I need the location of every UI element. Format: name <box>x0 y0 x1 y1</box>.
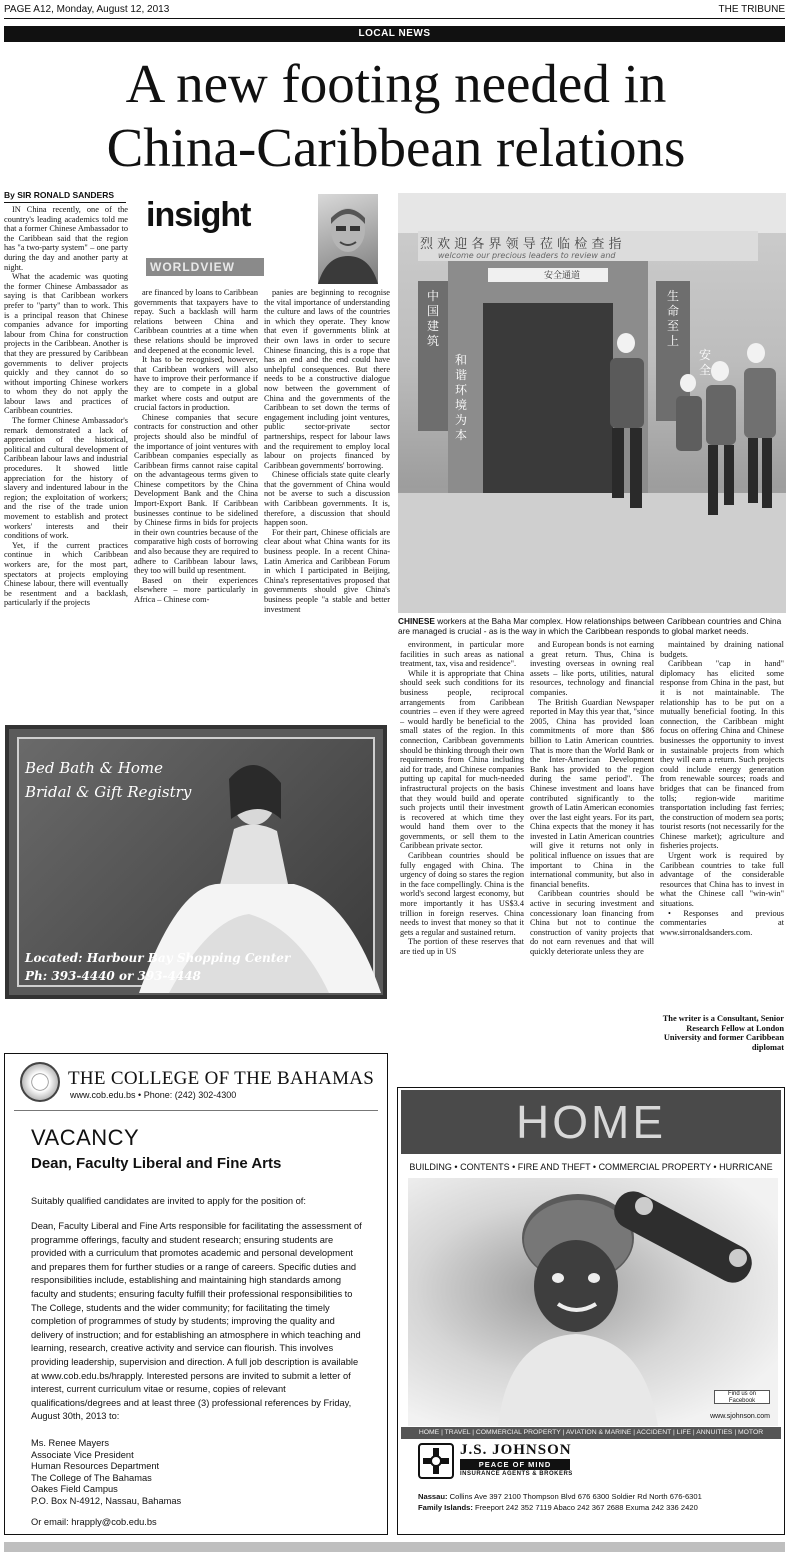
article-column-4 <box>400 640 524 1043</box>
author-note: The writer is a Consultant, Senior Research Fellow at London University and former Caribbean diplomat <box>662 1014 784 1052</box>
coverage-list: BUILDING • CONTENTS • FIRE AND THEFT • COMMERCIAL PROPERTY • HURRICANE <box>409 1162 773 1172</box>
article-paragraph: environment, in particular more facilities in such areas as national treatment, tax, visa and residence". <box>400 640 524 669</box>
islands-offices: Freeport 242 352 7119 Abaco 242 367 2688 Exuma 242 336 2420 <box>475 1503 698 1512</box>
caption-text: workers at the Baha Mar complex. How relationships between Caribbean countries and China are managed is crucial - as is the way in which the Caribbean responds to global market needs. <box>398 616 782 636</box>
article-paragraph: maintained by draining national budgets. <box>660 640 784 659</box>
sign-left-lower: 和谐环境为本 <box>454 353 467 442</box>
position-title: Dean, Faculty Liberal and Fine Arts <box>31 1155 282 1172</box>
jsj-website[interactable]: www.sjohnson.com <box>710 1413 770 1420</box>
sign-right-lower: 安全 <box>698 348 711 377</box>
article-paragraph: What the academic was quoting the former Chinese Ambassador as saying is that Caribbean workers prefer to "party" than to work. This is a principal reason that Chinese companies advance for importing labour from China for construction projects in the Caribbean. Another is that they are pressured by Caribbean governments to deliver projects quickly and they cannot do so without importing Chinese workers to whom they do not apply the labour laws and practices of Caribbean countries. <box>4 272 128 416</box>
cob-name: THE COLLEGE OF THE BAHAMAS <box>68 1068 375 1089</box>
ad-title-line-2: Bridal & Gift Registry <box>25 783 192 801</box>
jsj-nassau-line <box>418 1492 780 1501</box>
article-paragraph: The British Guardian Newspaper reported in May this year that, "since 2005, China has provided loan commitments of more than $86 billion to Latin American countries. That is more than the World Bank or the Inter-American Development Bank has provided to the region during the same period". The Chinese investment and loans have contributed significantly to the growth of Latin American economies over the last eight years. For its part, China expects that the money it has invested in Latin American countries will give it returns not only in political influence on issues that are important to China in the international community, but also in financial benefits. <box>530 697 654 889</box>
cob-seal-icon <box>20 1062 60 1102</box>
article-column-2 <box>134 288 258 725</box>
facebook-label: Facebook <box>728 1398 756 1404</box>
article-column-5 <box>530 640 654 1082</box>
column-logo-subtitle: WORLDVIEW <box>146 258 264 276</box>
islands-label: Family Islands: <box>418 1503 473 1512</box>
section-label: LOCAL NEWS <box>4 26 785 42</box>
article-paragraph: The former Chinese Ambassador's remark demonstrated a lack of appreciation of the historical, political and cultural development of Caribbean labour laws and industrial procedures. It showed little appreciation for the history of slavery and indentured labour in the region; the exploitation of workers; and the rise of the trade union movement to establish and protect workers' interests and their conditions of work. <box>4 416 128 541</box>
child-illustration <box>408 1178 778 1426</box>
article-paragraph: are financed by loans to Caribbean governments that taxpayers have to repay. Such a backlash will harm relations between China and Caribbean countries at a time when these relations should be improved and deepened at the economic level. <box>134 288 258 355</box>
caption-lead: CHINESE <box>398 616 435 626</box>
address-line: Associate Vice President <box>31 1449 134 1460</box>
vacancy-email[interactable]: Or email: hrapply@cob.edu.bs <box>31 1517 157 1527</box>
banner-subtext: welcome our precious leaders to review and <box>438 251 616 260</box>
safety-sign: 安全通道 <box>543 271 580 281</box>
headline-line-2: China-Caribbean relations <box>106 117 686 178</box>
vacancy-intro: Suitably qualified candidates are invited to apply for the position of: <box>31 1196 306 1206</box>
facebook-badge[interactable] <box>714 1390 770 1404</box>
banner-text: 烈 欢 迎 各 界 领 导 莅 临 检 查 指 <box>420 237 622 252</box>
nassau-label: Nassau: <box>418 1492 448 1501</box>
ad-title-line-1: Bed Bath & Home <box>25 759 164 777</box>
vacancy-heading: VACANCY <box>31 1125 140 1150</box>
article-paragraph: Chinese officials state quite clearly that the government of China would not be averse to such a discussion with Caribbean governments. It is, therefore, a discussion that should happen soon. <box>264 470 390 528</box>
article-paragraph: panies are beginning to recognise the vital importance of understanding the culture and laws of the countries in which they operate. They know that even if governments blink at their own laws in order to secure Chinese financing, this is a rope that has an end and the end could have unhelpful consequences. But there needs to be a constructive dialogue now between the government of China and the governments of the Caribbean to set down the terms of engagement including joint ventures, public sector-private sector partnerships, respect for labour laws and the requirement to employ local labour on projects financed by Caribbean governments' borrowing. <box>264 288 390 470</box>
headline-line-1: A new footing needed in <box>125 53 667 114</box>
address-line: Oakes Field Campus <box>31 1484 118 1494</box>
child-skateboard-photo <box>408 1178 778 1426</box>
address-line: The College of The Bahamas <box>31 1472 152 1483</box>
ad-location: Located: Harbour Bay Shopping Center <box>25 951 291 965</box>
page-date: PAGE A12, Monday, August 12, 2013 <box>4 4 170 15</box>
photo-caption <box>398 617 786 636</box>
article-paragraph: While it is appropriate that China should seek such conditions for its business people, reciprocal arrangements from Caribbean countries – even if they were agreed – would hardly be beneficial to the small states of the region. In this connection, Caribbean governments should be thinking through their own requirements from China including aid for trade, and Chinese companies putting up capital for much-needed infrastructural projects on the basis that they would build and operate such projects until their investment is recovered at which time they would hand them over to the governments, or sell them to the Caribbean private sector. <box>400 668 524 851</box>
article-column-6 <box>660 640 784 1012</box>
address-line: Human Resources Department <box>31 1461 160 1471</box>
article-paragraph: Chinese companies that secure contracts for construction and other projects should also be mindful of the importance of joint ventures with Caribbean companies especially as Caribbean firms cannot raise capital on the advantageous terms given to Chinese competitors by the China Development Bank and the China Import-Export Bank. If Caribbean businesses continue to be sidelined by Chinese firms in bids for projects in their own countries because of the comparative high costs of borrowing and also because they are required to adhere to Caribbean labour laws, they too will build up resentment. <box>134 412 258 576</box>
article-paragraph: IN China recently, one of the country's leading academics told me that a former Chinese Ambassador to the Caribbean said that the region has "a two-party system" – one party during the day and another party at night. <box>4 205 128 272</box>
baha-mar-photo <box>398 193 786 613</box>
jsj-subtitle: INSURANCE AGENTS & BROKERS <box>460 1471 573 1477</box>
article-paragraph: Urgent work is required by Caribbean countries to take full advantage of the considerable resources that China has to invest in what the Chinese call "win-win" situations. <box>660 851 784 909</box>
sign-right: 生命至上 <box>666 289 679 348</box>
article-paragraph: • Responses and previous commentaries at www.sirronaldsanders.com. <box>660 908 784 937</box>
article-column-3 <box>264 288 390 725</box>
article-paragraph: Caribbean countries should be active in securing investment and concessionary loan financing from China but not to continue the construction of vanity projects that do not earn revenues and that will quickly deteriorate unless they are <box>530 889 654 956</box>
publication-name: THE TRIBUNE <box>718 4 785 15</box>
article-paragraph: The portion of these reserves that are tied up in US <box>400 937 524 956</box>
services-bar: HOME | TRAVEL | COMMERCIAL PROPERTY | AVIATION & MARINE | ACCIDENT | LIFE | ANNUITIES | MOTOR <box>401 1427 781 1439</box>
cob-contact: www.cob.edu.bs • Phone: (242) 302-4300 <box>70 1090 237 1100</box>
jsj-name: J.S. JOHNSON <box>460 1442 572 1458</box>
article-paragraph: and European bonds is not earning a great return. Thus, China is investing overseas in owning real assets – like ports, utilities, natural resources, technology and financial companies. <box>530 640 654 697</box>
column-logo-word: insight <box>146 196 251 234</box>
jsj-tagline: PEACE OF MIND <box>460 1459 570 1470</box>
article-paragraph: Caribbean "cap in hand" diplomacy has elicited some response from China in the past, but it is not maintainable. The relationship has to be put on a mutually beneficial footing. In this connection, the Caribbean might focus on offering China and Chinese businesses the opportunity to invest in sustainable projects from which they will earn a return. Such projects could include energy generation from renewable sources; roads and bridges that can be financed from tolls; region-wide maritime transportation including fast ferries; the construction of modern sea ports; tourist resorts (not necessarily for the Chinese market); agriculture and fisheries projects. <box>660 659 784 851</box>
header-rule <box>4 18 785 19</box>
article-paragraph: For their part, Chinese officials are clear about what China wants for its business people. In a recent China-Latin America and Caribbean Forum in which I participated in Beijing, China's representatives proposed that governments should give China's business people "a stable and better investment <box>264 527 390 614</box>
author-portrait-illustration <box>318 194 378 284</box>
article-column-1 <box>4 205 128 725</box>
article-paragraph: Yet, if the current practices continue in which Caribbean workers are, for the most part, spectators at projects employing Chinese labour, there will eventually be resentment and a backlash, particularly if the projects <box>4 540 128 608</box>
byline: By SIR RONALD SANDERS <box>4 190 115 200</box>
ad-phone: Ph: 393-4440 or 393-4448 <box>25 969 201 983</box>
article-paragraph: Caribbean countries should be fully engaged with China. The urgency of doing so stares the region in the face compellingly. China is the world's second largest economy, but more importantly it has US$3.4 trillion in foreign reserves. China needs to invest that money so that it gets a regular and sustained return. <box>400 851 524 937</box>
jsj-emblem-icon <box>420 1445 452 1477</box>
footer-bar <box>4 1542 785 1552</box>
home-heading: HOME <box>516 1096 666 1148</box>
address-line: P.O. Box N-4912, Nassau, Bahamas <box>31 1495 182 1506</box>
vacancy-description: Dean, Faculty Liberal and Fine Arts responsible for facilitating the assessment of programme offerings, faculty and student research; ensuring students are provided with a curriculum that promotes academic and personal development and prepares them for further studies or a range of careers. Specific duties and responsibilities include, establishing and maintaining high standards among faculty and students; ensuring faculty fulfill their professional responsibilities to The College, students and the wider community; for facilitating the timely completion of programmes of study by students; improving the quality and delivery of instruction; and for establishing an atmosphere in which teaching and learning, research, creative activity and service can flourish. This involves providing leadership, supervision and direction. A full job description is available at www.cob.edu.bs/hrapply. Interested persons are invited to submit a letter of interest, current curriculum vitae or resume, copies of relevant qualifications/degrees and at least three (3) professional references by Friday, August 30th, 2013 to: <box>31 1221 362 1422</box>
cob-rule <box>14 1110 378 1111</box>
author-portrait <box>318 194 378 284</box>
nassau-offices: Collins Ave 397 2100 Thompson Blvd 676 6300 Soldier Rd North 676-6301 <box>449 1492 702 1501</box>
sign-left: 中国建筑 <box>426 289 439 348</box>
article-paragraph: It has to be recognised, however, that Caribbean workers will also have to improve their performance if they are to compete in a global market where costs and output are crucial factors in production. <box>134 355 258 413</box>
vacancy-address <box>31 1438 366 1507</box>
address-line: Ms. Renee Mayers <box>31 1438 110 1448</box>
facebook-find-label: Find us on <box>727 1391 757 1397</box>
jsj-logo-icon <box>418 1443 454 1479</box>
article-paragraph: Based on their experiences elsewhere – more particularly in Africa – Chinese com- <box>134 575 258 604</box>
byline-rule <box>4 202 126 203</box>
jsj-islands-line <box>418 1503 780 1512</box>
